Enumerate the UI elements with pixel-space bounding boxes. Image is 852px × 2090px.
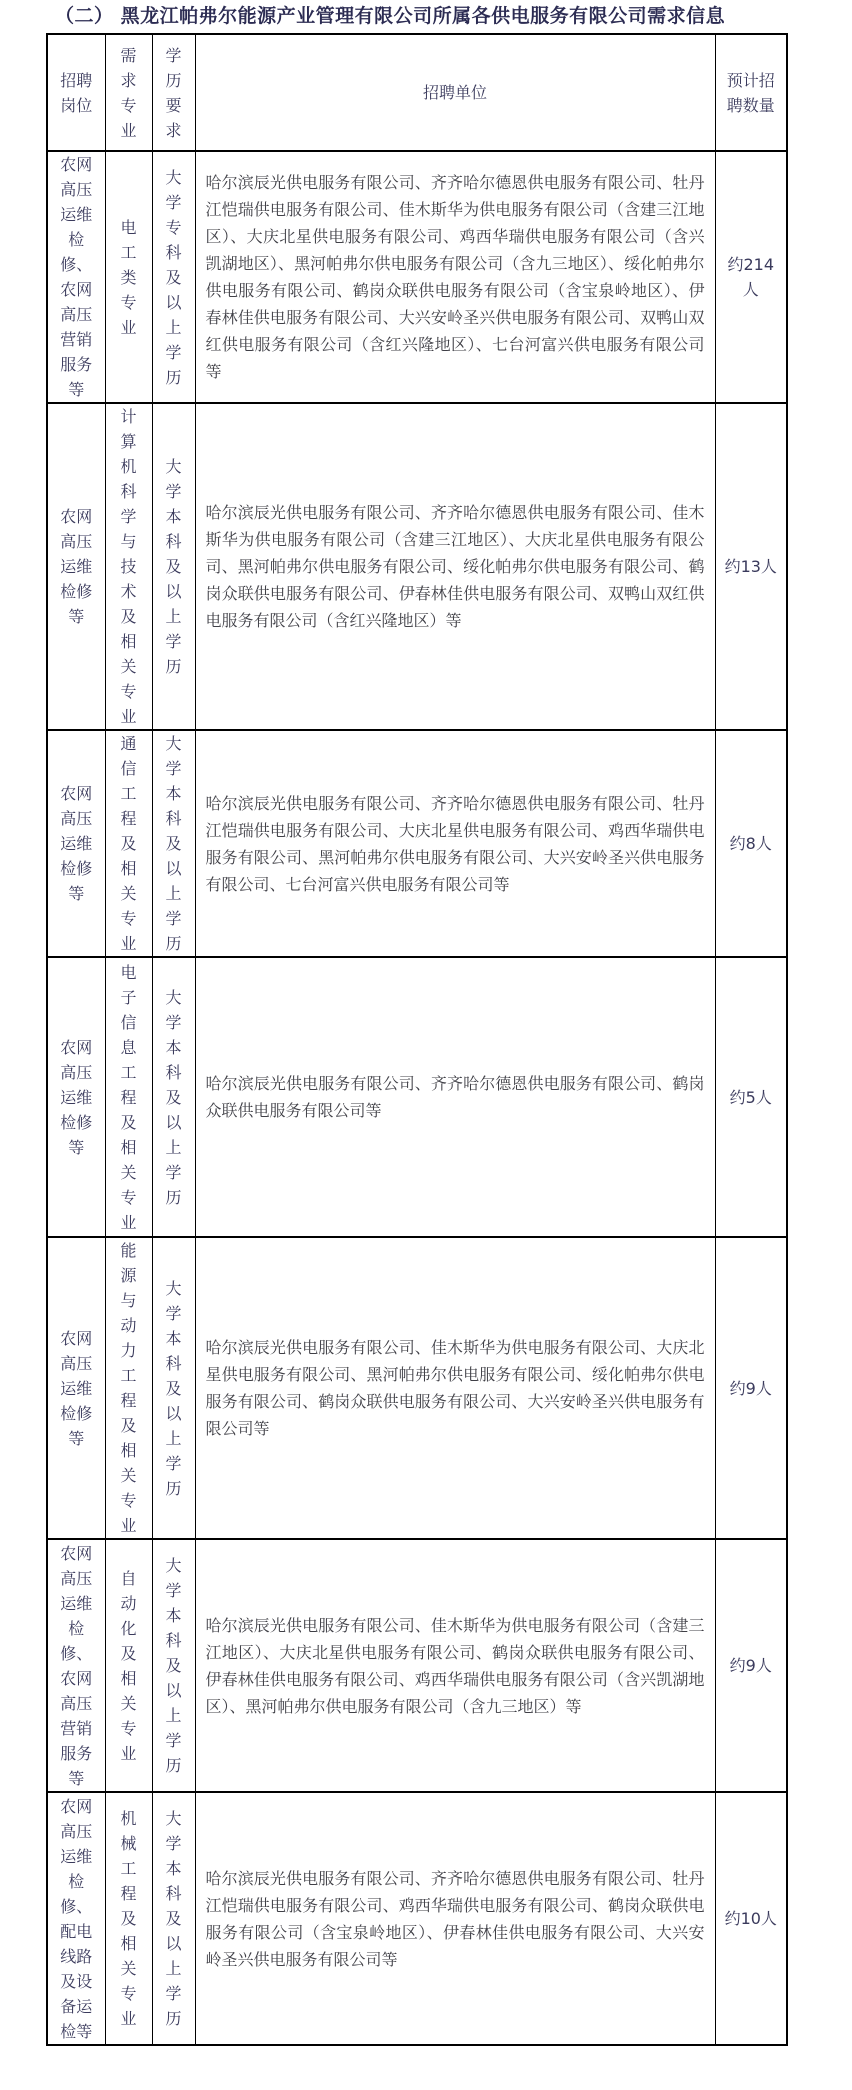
- position-text: 农网高压运维检修、农网高压营销服务等: [60, 1543, 93, 1788]
- cell-units: [195, 730, 715, 957]
- header-cell-count: [715, 34, 787, 151]
- education-text: 大学本科及以上学历: [165, 1556, 182, 1775]
- table-row: [47, 151, 787, 403]
- education-text: 大学本科及以上学历: [165, 1278, 182, 1498]
- major-text: 电工类专业: [120, 217, 137, 337]
- cell-education: [152, 403, 195, 730]
- major-text: 通信工程及相关专业: [120, 734, 137, 953]
- education-text: 大学本科及以上学历: [165, 734, 182, 953]
- cell-education: [152, 957, 195, 1237]
- cell-count: [715, 151, 787, 403]
- units-text: 哈尔滨辰光供电服务有限公司、佳木斯华为供电服务有限公司（含建三江地区）、大庆北星供电服务有限公司、鹤岗众联供电服务有限公司、伊春林佳供电服务有限公司、鸡西华瑞供电服务有限公司（含兴凯湖地区）、黑河帕弗尔供电服务有限公司（含九三地区）等: [205, 1615, 705, 1716]
- education-text: 大学本科及以上学历: [165, 457, 182, 676]
- header-count-label: 预计招聘数量: [726, 70, 775, 115]
- cell-major: [105, 957, 152, 1237]
- cell-position: [47, 1237, 105, 1539]
- position-text: 农网高压运维检修等: [60, 1328, 93, 1448]
- header-education-label: 学历要求: [165, 45, 182, 140]
- education-text: 大学专科及以上学历: [165, 167, 182, 387]
- units-text: 哈尔滨辰光供电服务有限公司、佳木斯华为供电服务有限公司、大庆北星供电服务有限公司、黑河帕弗尔供电服务有限公司、绥化帕弗尔供电服务有限公司、鹤岗众联供电服务有限公司、大兴安岭圣兴供电服务有限公司等: [205, 1338, 705, 1438]
- major-text: 计算机科学与技术及相关专业: [120, 407, 137, 726]
- cell-units: [195, 957, 715, 1237]
- count-text: 约9人: [729, 1656, 772, 1675]
- cell-count: [715, 1237, 787, 1539]
- table-row: [47, 730, 787, 957]
- cell-major: [105, 403, 152, 730]
- position-text: 农网高压运维检修、农网高压营销服务等: [60, 155, 93, 399]
- table-row: [47, 1237, 787, 1539]
- cell-units: [195, 1539, 715, 1792]
- table-row: [47, 1792, 787, 2045]
- cell-units: [195, 1792, 715, 2045]
- cell-major: [105, 151, 152, 403]
- units-text: 哈尔滨辰光供电服务有限公司、齐齐哈尔德恩供电服务有限公司、牡丹江恺瑞供电服务有限公司、大庆北星供电服务有限公司、鸡西华瑞供电服务有限公司、黑河帕弗尔供电服务有限公司、大兴安岭圣兴供电服务有限公司、七台河富兴供电服务有限公司等: [205, 793, 705, 894]
- cell-position: [47, 1539, 105, 1792]
- count-text: 约13人: [724, 557, 777, 576]
- header-cell-unit: [195, 34, 715, 151]
- cell-units: [195, 1237, 715, 1539]
- cell-position: [47, 730, 105, 957]
- header-position-label: 招聘岗位: [60, 70, 93, 115]
- units-text: 哈尔滨辰光供电服务有限公司、齐齐哈尔德恩供电服务有限公司、牡丹江恺瑞供电服务有限公司、鸡西华瑞供电服务有限公司、鹤岗众联供电服务有限公司（含宝泉岭地区）、伊春林佳供电服务有限公司、大兴安岭圣兴供电服务有限公司等: [205, 1868, 705, 1969]
- count-text: 约214人: [727, 255, 775, 299]
- cell-education: [152, 1792, 195, 2045]
- header-unit-label: 招聘单位: [422, 83, 487, 102]
- cell-education: [152, 151, 195, 403]
- major-text: 电子信息工程及相关专业: [120, 962, 137, 1232]
- count-text: 约9人: [729, 1378, 772, 1398]
- table-header-row: [47, 34, 787, 151]
- cell-major: [105, 1539, 152, 1792]
- table-row: [47, 403, 787, 730]
- cell-units: [195, 151, 715, 403]
- header-cell-education: [152, 34, 195, 151]
- table-row: [47, 957, 787, 1237]
- header-cell-major: [105, 34, 152, 151]
- cell-count: [715, 730, 787, 957]
- cell-count: [715, 403, 787, 730]
- header-major-label: 需求专业: [120, 45, 137, 140]
- cell-count: [715, 957, 787, 1237]
- cell-education: [152, 1539, 195, 1792]
- education-text: 大学本科及以上学历: [165, 1809, 182, 2028]
- major-text: 机械工程及相关专业: [120, 1809, 137, 2028]
- page-title: （二） 黑龙江帕弗尔能源产业管理有限公司所属各供电服务有限公司需求信息: [55, 5, 726, 27]
- cell-major: [105, 730, 152, 957]
- table-row: [47, 1539, 787, 1792]
- education-text: 大学本科及以上学历: [165, 987, 182, 1207]
- header-cell-position: [47, 34, 105, 151]
- demand-table: [46, 33, 788, 2046]
- cell-major: [105, 1792, 152, 2045]
- cell-major: [105, 1237, 152, 1539]
- units-text: 哈尔滨辰光供电服务有限公司、齐齐哈尔德恩供电服务有限公司、佳木斯华为供电服务有限公司（含建三江地区）、大庆北星供电服务有限公司、黑河帕弗尔供电服务有限公司、绥化帕弗尔供电服务有限公司、鹤岗众联供电服务有限公司、伊春林佳供电服务有限公司、双鸭山双红供电服务有限公司（含红兴隆地区）等: [205, 503, 705, 630]
- count-text: 约5人: [729, 1087, 772, 1107]
- major-text: 自动化及相关专业: [120, 1568, 137, 1763]
- cell-count: [715, 1539, 787, 1792]
- cell-units: [195, 403, 715, 730]
- cell-position: [47, 957, 105, 1237]
- cell-position: [47, 1792, 105, 2045]
- position-text: 农网高压运维检修、配电线路及设备运检等: [60, 1796, 93, 2041]
- units-text: 哈尔滨辰光供电服务有限公司、齐齐哈尔德恩供电服务有限公司、牡丹江恺瑞供电服务有限公司、佳木斯华为供电服务有限公司（含建三江地区）、大庆北星供电服务有限公司、鸡西华瑞供电服务有限公司（含兴凯湖地区）、黑河帕弗尔供电服务有限公司（含九三地区）、绥化帕弗尔供电服务有限公司、鹤岗众联供电服务有限公司（含宝泉岭地区）、伊春林佳供电服务有限公司、大兴安岭圣兴供电服务有限公司、双鸭山双红供电服务有限公司（含红兴隆地区）、七台河富兴供电服务有限公司等: [205, 173, 705, 381]
- position-text: 农网高压运维检修等: [60, 1037, 93, 1157]
- cell-count: [715, 1792, 787, 2045]
- units-text: 哈尔滨辰光供电服务有限公司、齐齐哈尔德恩供电服务有限公司、鹤岗众联供电服务有限公司等: [205, 1074, 705, 1120]
- position-text: 农网高压运维检修等: [60, 507, 93, 626]
- cell-position: [47, 151, 105, 403]
- position-text: 农网高压运维检修等: [60, 784, 93, 903]
- cell-education: [152, 730, 195, 957]
- cell-position: [47, 403, 105, 730]
- major-text: 能源与动力工程及相关专业: [120, 1241, 137, 1535]
- count-text: 约10人: [724, 1909, 777, 1928]
- count-text: 约8人: [729, 834, 772, 853]
- cell-education: [152, 1237, 195, 1539]
